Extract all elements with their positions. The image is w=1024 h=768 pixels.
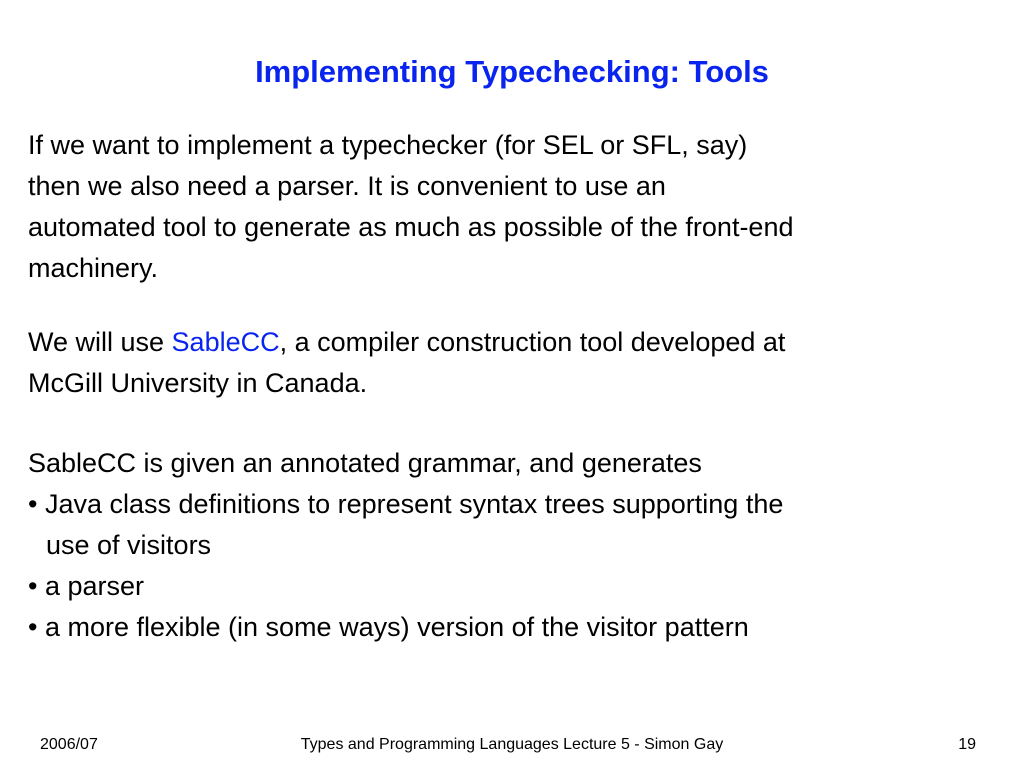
footer-course-title: Types and Programming Languages Lecture 5 - Simon Gay bbox=[300, 736, 724, 753]
footer-page-number: 19 bbox=[958, 736, 976, 753]
slide-title: Implementing Typechecking: Tools bbox=[255, 54, 769, 89]
paragraph-generates bbox=[28, 443, 1008, 648]
paragraph-intro bbox=[28, 125, 1008, 289]
bullet-parser: • a parser bbox=[28, 571, 145, 601]
text-segment: , a compiler construction tool developed at bbox=[279, 327, 786, 357]
bullet-visitor-pattern: • a more flexible (in some ways) version of the visitor pattern bbox=[28, 612, 749, 642]
paragraph-intro-line-4: machinery. bbox=[28, 253, 159, 283]
sablecc-highlight: SableCC bbox=[171, 327, 280, 357]
paragraph-intro-line-2: then we also need a parser. It is convenient to use an bbox=[28, 171, 666, 201]
paragraph-intro-line-1: If we want to implement a typechecker (for SEL or SFL, say) bbox=[28, 130, 748, 160]
paragraph-sablecc-line-1 bbox=[28, 322, 1008, 363]
paragraph-sablecc-line-2: McGill University in Canada. bbox=[28, 368, 368, 398]
generates-intro: SableCC is given an annotated grammar, and generates bbox=[28, 448, 702, 478]
footer-date: 2006/07 bbox=[40, 736, 98, 753]
paragraph-sablecc bbox=[28, 322, 1008, 404]
bullet-java-classes: • Java class definitions to represent syntax trees supporting the bbox=[28, 489, 784, 519]
bullet-java-classes-continued: use of visitors bbox=[46, 530, 212, 560]
paragraph-intro-line-3: automated tool to generate as much as possible of the front-end bbox=[28, 212, 794, 242]
text-segment: We will use bbox=[28, 327, 172, 357]
